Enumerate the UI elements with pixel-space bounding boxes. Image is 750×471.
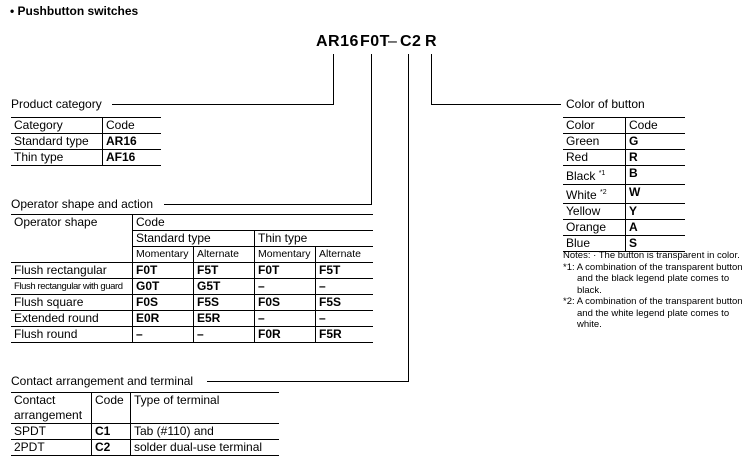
leader-product-h [112, 104, 334, 105]
table-header: Code [92, 393, 131, 424]
table-cell: Flush square [11, 295, 133, 311]
table-row [11, 263, 373, 279]
table-cell: F0S [133, 295, 194, 311]
color-name: Orange [566, 220, 607, 234]
table-cell: Thin type [11, 150, 103, 166]
contact-header-line1: Contact [14, 393, 56, 407]
table-row [11, 295, 373, 311]
table-cell: W [629, 185, 641, 199]
table-row [11, 215, 373, 231]
page-title: • Pushbutton switches [10, 4, 139, 18]
leader-contact-v [408, 54, 409, 382]
table-cell: Flush rectangular with guard [11, 279, 133, 295]
note-line: *1: A combination of the transparent button [563, 261, 743, 273]
table-row [11, 393, 279, 424]
color-name: White [566, 188, 597, 202]
leader-color-v [431, 54, 432, 104]
code-operator: F0T [360, 33, 390, 50]
table-header: Color [563, 118, 626, 134]
table-cell [563, 204, 626, 220]
leader-color-h [431, 104, 561, 105]
table-row [563, 185, 685, 204]
table-row [11, 440, 279, 456]
table-header: Thin type [258, 231, 308, 245]
color-name: Green [566, 134, 600, 148]
table-cell: Flush round [11, 327, 133, 343]
color-name: Blue [566, 236, 591, 250]
table-row [563, 150, 685, 166]
table-cell: Tab (#110) and [134, 424, 214, 438]
table-cell: – [133, 327, 194, 343]
contact-table [11, 392, 279, 456]
table-header: Alternate [194, 247, 255, 263]
table-cell: AR16 [106, 134, 137, 148]
operator-label: Operator shape and action [11, 197, 156, 211]
table-row [11, 311, 373, 327]
table-cell: A [629, 220, 638, 234]
table-row [563, 118, 685, 134]
code-dash: – [388, 33, 398, 50]
table-cell [563, 185, 626, 204]
table-header: Type of terminal [134, 393, 220, 407]
table-cell: – [319, 279, 326, 293]
table-cell: F5S [319, 295, 342, 309]
table-header: Standard type [133, 231, 255, 247]
table-cell: F5T [319, 263, 341, 277]
note-line: and the white legend plate comes to [577, 307, 730, 319]
leader-product-v [333, 54, 334, 104]
table-cell: F0R [255, 327, 316, 343]
table-row [563, 220, 685, 236]
note-line: Notes: · The button is transparent in color. [563, 250, 740, 261]
table-cell: F5R [319, 327, 342, 341]
table-cell: R [629, 150, 638, 164]
table-cell: G0T [133, 279, 194, 295]
code-color: R [425, 33, 438, 50]
table-row [563, 134, 685, 150]
table-cell [563, 150, 626, 166]
color-name: Black [566, 169, 596, 183]
footnote-ref: *1 [598, 170, 606, 177]
table-cell: Flush rectangular [11, 263, 133, 279]
footnote-ref: *2 [600, 189, 607, 196]
table-header: Code [106, 118, 135, 132]
note-line: and the black legend plate comes to [577, 273, 730, 284]
leader-operator-v [371, 54, 372, 205]
table-cell: – [194, 327, 255, 343]
table-row [11, 150, 161, 166]
table-header: Alternate [319, 248, 362, 260]
table-cell [563, 134, 626, 150]
table-cell: B [629, 166, 638, 180]
table-cell: – [255, 311, 316, 327]
table-row [563, 204, 685, 220]
table-cell: G5T [194, 279, 255, 295]
table-cell: C1 [92, 424, 131, 440]
table-row [11, 134, 161, 150]
table-row [11, 279, 373, 295]
table-cell: E5R [194, 311, 255, 327]
table-cell: Extended round [11, 311, 133, 327]
color-notes [563, 250, 748, 331]
table-cell: F0T [255, 263, 316, 279]
table-cell: S [629, 236, 638, 250]
product-category-label: Product category [11, 97, 105, 111]
color-name: Yellow [566, 204, 601, 218]
table-cell: Y [629, 204, 638, 218]
table-cell: 2PDT [11, 440, 92, 456]
table-row [563, 166, 685, 185]
table-header: Operator shape [11, 215, 133, 263]
table-cell [563, 220, 626, 236]
note-line: black. [577, 284, 602, 296]
contact-label: Contact arrangement and terminal [11, 374, 196, 388]
color-name: Red [566, 150, 589, 164]
table-cell: SPDT [11, 424, 92, 440]
table-cell [563, 166, 626, 185]
table-cell: E0R [133, 311, 194, 327]
table-header: Category [11, 118, 103, 134]
operator-table [11, 214, 373, 343]
table-cell: F0S [255, 295, 316, 311]
table-cell: – [255, 279, 316, 295]
color-label: Color of button [563, 97, 648, 111]
product-category-table [11, 117, 161, 166]
note-line: white. [577, 319, 602, 330]
table-cell: C2 [92, 440, 131, 456]
table-row [11, 118, 161, 134]
table-header: Code [629, 118, 658, 132]
table-cell: F5T [194, 263, 255, 279]
table-cell: F0T [133, 263, 194, 279]
table-row [11, 327, 373, 343]
code-series: AR16 [316, 33, 359, 50]
table-header: Momentary [133, 247, 194, 263]
leader-contact-h [207, 381, 409, 382]
color-table [563, 117, 685, 252]
contact-header-line2: arrangement [14, 408, 83, 422]
code-contact: C2 [400, 33, 422, 50]
table-cell: AF16 [106, 150, 136, 164]
leader-operator-h [164, 204, 372, 205]
table-row [11, 424, 279, 440]
table-cell: F5S [194, 295, 255, 311]
table-cell: – [319, 311, 326, 325]
table-header: Momentary [255, 247, 316, 263]
table-cell: G [629, 134, 639, 148]
note-line: *2: A combination of the transparent button [563, 296, 743, 307]
table-header: Code [133, 215, 374, 231]
table-cell: solder dual-use terminal [134, 440, 263, 454]
table-header [11, 393, 92, 424]
table-cell: Standard type [11, 134, 103, 150]
